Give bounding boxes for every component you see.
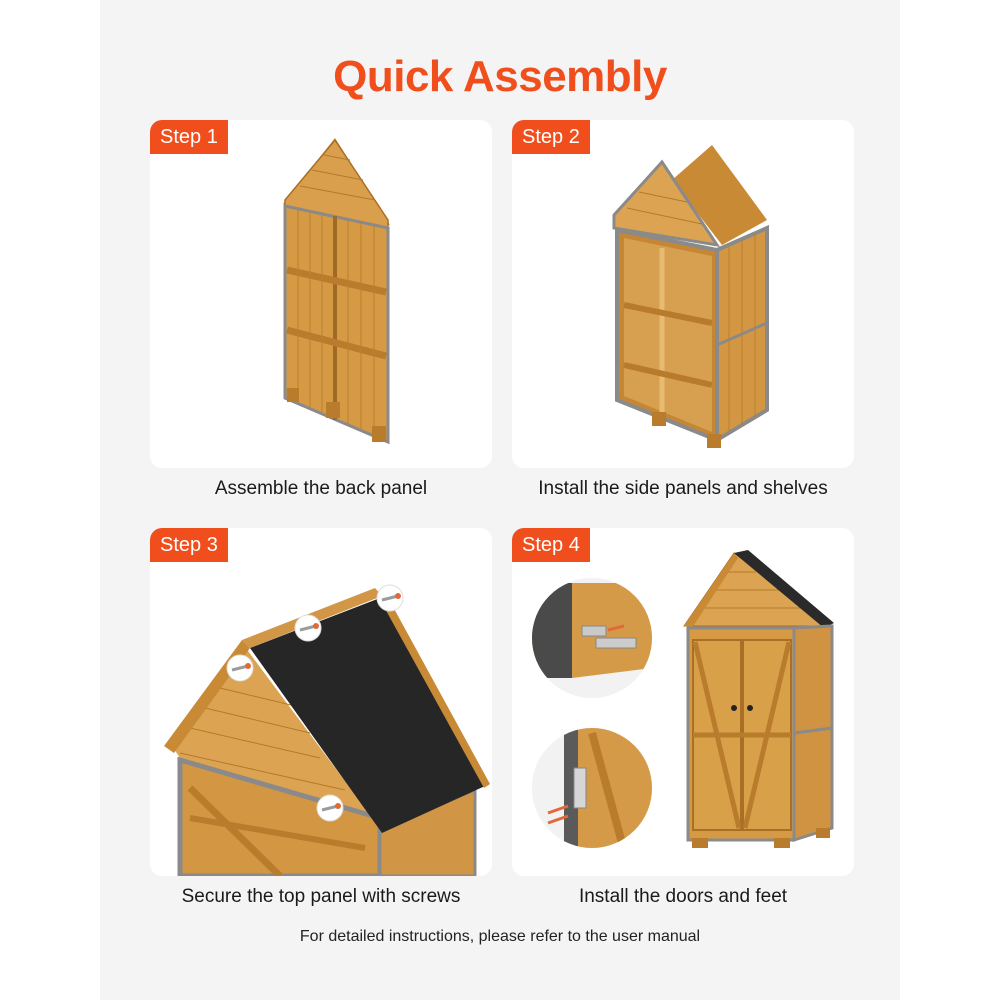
step-3-caption: Secure the top panel with screws <box>181 886 461 907</box>
step-4-illustration <box>512 528 854 876</box>
screw-icon <box>295 615 321 641</box>
page-title: Quick Assembly <box>333 52 667 101</box>
step-3-badge: Step 3 <box>150 528 228 562</box>
step-4-card <box>512 528 854 876</box>
step-1-badge: Step 1 <box>150 120 228 154</box>
step-2-card <box>512 120 854 468</box>
step-3-illustration <box>150 528 492 876</box>
step-1-caption: Assemble the back panel <box>214 478 428 499</box>
step-1-card <box>150 120 492 468</box>
step-2-badge: Step 2 <box>512 120 590 154</box>
step-4-badge: Step 4 <box>512 528 590 562</box>
step-1-illustration <box>150 120 492 468</box>
step-2-caption: Install the side panels and shelves <box>538 478 828 499</box>
hinge-detail-icon <box>532 728 654 848</box>
step-4-caption: Install the doors and feet <box>578 886 788 907</box>
feet-detail-icon <box>532 578 652 698</box>
step-2-illustration <box>512 120 854 468</box>
step-3-card <box>150 528 492 876</box>
manual-footnote: For detailed instructions, please refer to the user manual <box>299 928 701 945</box>
